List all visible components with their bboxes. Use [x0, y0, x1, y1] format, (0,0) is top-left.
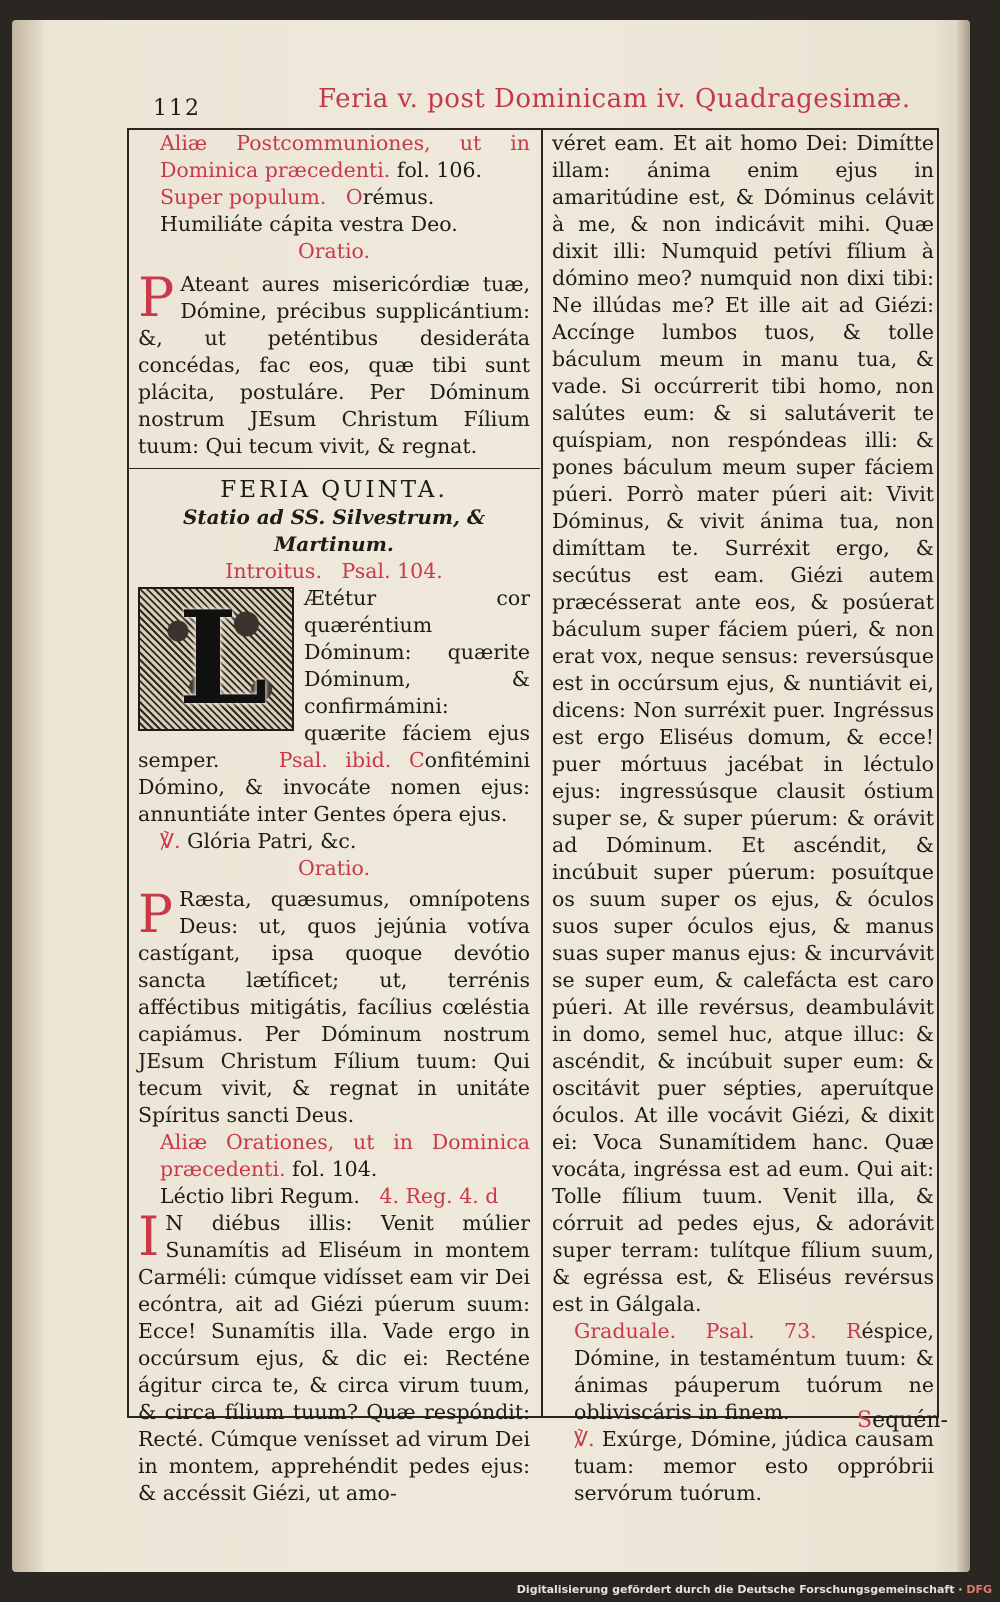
right-column — [552, 130, 934, 1507]
oratio-text-1: Ateant aures misericórdiæ tuæ, Dómine, précibus supplicántium: &, ut peténtibus desideráta concédas, fac eos, quæ tibi sunt plácita, postuláre. Per Dóminum nostrum JEsum Christum Fílium tuum: Qui tecum vivit, & regnat. — [138, 272, 530, 458]
oratio-label-1: Oratio. — [297, 239, 371, 263]
section-rule — [128, 468, 540, 469]
introitus-text: Ætétur cor quæréntium Dóminum: quærite Dóminum, & confirmámini: quærite fáciem ejus semper. — [138, 586, 530, 772]
alt-postcommunion: Aliæ Postcommuniones, ut in Dominica præcedenti. — [160, 131, 530, 182]
lectio-text: N diébus illis: Venit múlier Sunamítis ad Eliséum in montem Carméli: cúmque vidísset eam vir Dei ecóntra, ait ad Giézi púerum suum: Ecce! Sunamítis illa. Vade ergo in occúrsum ejus, & dic ei: Recténe ágitur circa te, & circa virum tuum, & circa fílium tuum? Quæ respóndit: Recté. Cúmque venísset ad virum Dei in montem, apprehéndit pedes ejus: & accéssit Giézi, ut amo- — [138, 1211, 530, 1505]
column-divider — [541, 128, 543, 1418]
oratio-label-2: Oratio. — [297, 856, 371, 880]
introitus-initial: L — [178, 584, 268, 734]
page-number: 112 — [153, 96, 201, 121]
decorated-initial — [138, 584, 294, 734]
oratio-initial-1: P — [138, 266, 175, 329]
page-edge — [954, 20, 970, 1572]
feria-heading: FERIA QUINTA. — [220, 477, 448, 503]
lectio-initial: I — [138, 1205, 160, 1268]
graduale-text: éspice, Dómine, in testaméntum tuum: & ánimas páuperum tuórum ne obliviscáris in finem. — [574, 1319, 934, 1424]
humiliate: Humiliáte cápita vestra Deo. — [160, 212, 458, 236]
psal-ibid: Psal. ibid. — [278, 748, 392, 772]
psal-text: onfitémini Dómino, & invocáte nomen ejus: annuntiáte inter Gentes ópera ejus. — [138, 748, 530, 826]
oremus: rémus. — [362, 185, 435, 209]
super-populum: Super populum. — [160, 185, 327, 209]
digitization-credit: Digitalisierung gefördert durch die Deutsche Forschungsgemeinschaft · DFG — [516, 1583, 992, 1596]
lectio-label: Léctio libri Regum. — [160, 1184, 360, 1208]
catchword-initial: S — [857, 1408, 873, 1433]
graduale-label: Graduale. Psal. 73. — [574, 1319, 817, 1343]
gloria-text: Glória Patri, &c. — [187, 829, 357, 853]
left-column — [138, 130, 530, 1507]
alt-orationes-fol: fol. 104. — [292, 1157, 378, 1181]
catchword — [857, 1408, 948, 1433]
alt-orationes: Aliæ Orationes, ut in Dominica præcedenti. — [160, 1130, 530, 1181]
oratio-text-2: Ræsta, quæsumus, omnípotens Deus: ut, quos jejúnia votíva castígant, ipsa quoque devótio sancta lætíficet; ut, terrénis afféctibus mitigátis, facílius cœléstia capiámus. Per Dóminum nostrum JEsum Christum Fílium tuum: Qui tecum vivit, & regnat in unitáte Spíritus sancti Deus. — [138, 887, 530, 1127]
binding-gutter — [12, 20, 42, 1572]
psal-initial: C — [408, 748, 425, 772]
introitus-ref: Psal. 104. — [341, 559, 443, 583]
catchword-rest: equén- — [872, 1408, 948, 1433]
alt-postcommunion-fol: fol. 106. — [396, 158, 483, 182]
statio: Statio ad SS. Silvestrum, & Martinum. — [182, 505, 486, 556]
oratio-initial-2: P — [138, 885, 173, 945]
gloria-symbol: ℣. — [160, 829, 181, 853]
versicle-text: Exúrge, Dómine, júdica causam tuam: memor esto oppróbrii servórum tuórum. — [574, 1427, 934, 1505]
lectio-ref: 4. Reg. 4. d — [379, 1184, 499, 1208]
oremus-initial: O — [345, 185, 363, 209]
versicle-symbol: ℣. — [574, 1427, 595, 1451]
introitus-label: Introitus. — [225, 559, 322, 583]
credit-text: Digitalisierung gefördert durch die Deutsche Forschungsgemeinschaft — [516, 1583, 955, 1596]
lectio-continuation: véret eam. Et ait homo Dei: Dimítte illam: ánima enim ejus in amaritúdine est, & Dóminus celávit à me, & non indicávit mihi. Quæ dixit illi: Numquid petívi fílium à dómino meo? numquid non dixi tibi: Ne illúdas me? Et ille ait ad Giézi: Accínge lumbos tuos, & tolle báculum meum in manu tua, & vade. Si occúrrerit tibi homo, non salútes eum: & si salutáverit te quíspiam, non respóndeas illi: & pones báculum meum super fáciem púeri. Porrò mater púeri ait: Vivit Dóminus, & vivit ánima tua, non dimíttam te. Surréxit ergo, & secútus est eam. Giézi autem præcésserat ante eos, & posúerat báculum super fáciem púeri, & non erat vox, neque sensus: reversúsque est in occúrsum ejus, & nuntiávit ei, dicens: Non surréxit puer. Ingréssus est ergo Eliséus domum, & ecce! puer mórtuus jacébat in léctulo ejus: ingressúsque clausit óstium super se, & super púerum: & orávit ad Dóminum. Et ascéndit, & incúbuit super púerum: posuítque os suum super os ejus, & óculos suos super óculos ejus, & manus suas super manus ejus: & incurvávit se super eum, & calefácta est caro púeri. At ille revérsus, deambulávit in domo, semel huc, atque illuc: & ascéndit, & incúbuit super eum: & oscitávit puer sépties, aperuítque óculos. At ille vocávit Giézi, & dixit ei: Voca Sunamítidem hanc. Quæ vocáta, ingréssa est ad eum. Qui ait: Tolle fílium tuum. Venit illa, & córruit ad pedes ejus, & adorávit super terram: tulítque fílium suum, & egréssa est, & Eliséus revérsus est in Gálgala. — [552, 131, 934, 1316]
running-title: Feria v. post Dominicam iv. Quadragesimæ. — [318, 84, 911, 114]
graduale-initial: R — [846, 1319, 862, 1343]
dfg-logo: DFG — [966, 1583, 992, 1596]
